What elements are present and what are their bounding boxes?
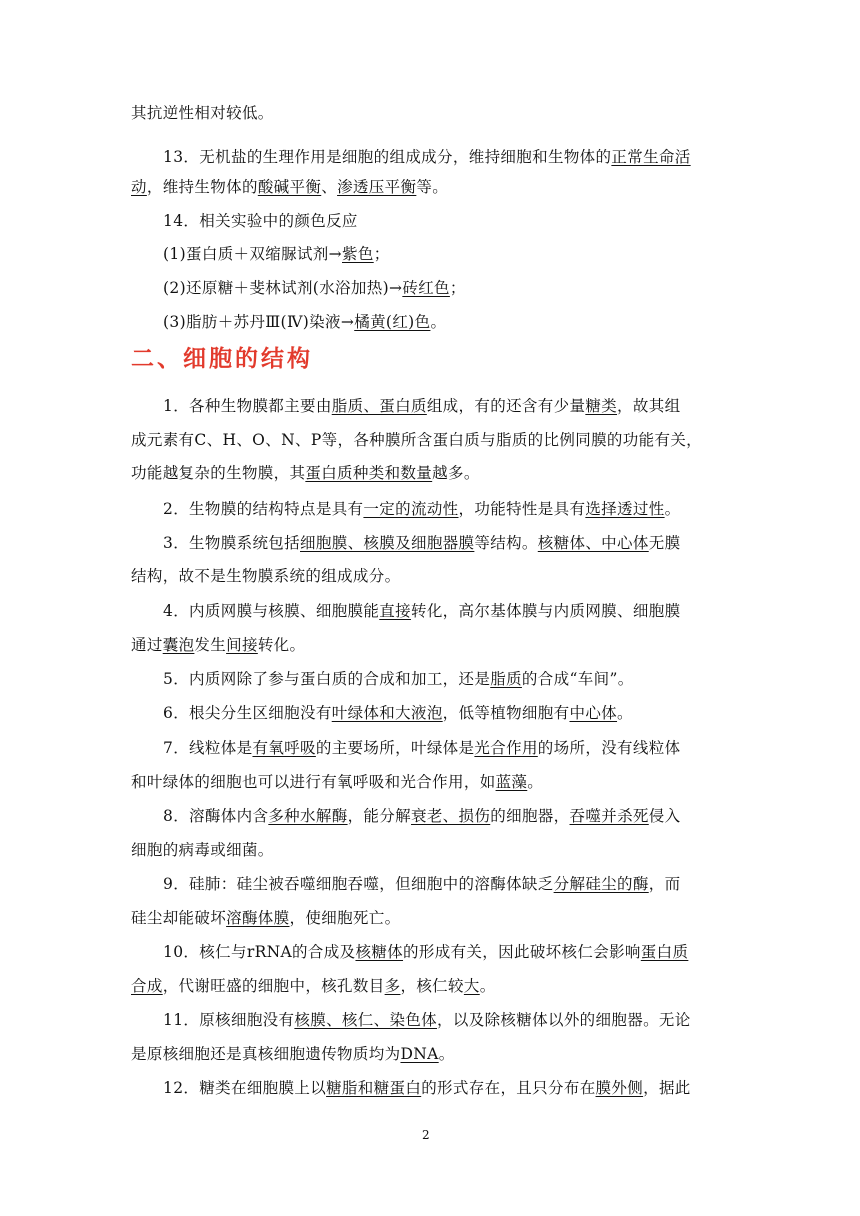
key-term: 大 — [463, 977, 480, 995]
key-term: 选择透过性 — [585, 500, 665, 518]
key-term: 直接 — [379, 602, 411, 620]
item-7-cont: 和叶绿体的细胞也可以进行有氧呼吸和光合作用，如蓝藻。 — [131, 773, 544, 791]
key-term: DNA — [400, 1045, 439, 1063]
key-term: 渗透压平衡 — [337, 178, 417, 196]
item-10-cont: 合成，代谢旺盛的细胞中，核孔数目多，核仁较大。 — [131, 977, 496, 995]
key-term: 核糖体、中心体 — [537, 534, 649, 552]
key-term: 分解硅尘的酶 — [553, 875, 649, 893]
item-11: 11．原核细胞没有核膜、核仁、染色体，以及除核糖体以外的细胞器。无论 — [163, 1011, 691, 1029]
item-4-cont: 通过囊泡发生间接转化。 — [131, 636, 306, 654]
item-14-3: (3)脂肪＋苏丹Ⅲ(Ⅳ)染液→橘黄(红)色。 — [163, 313, 447, 331]
item-1: 1．各种生物膜都主要由脂质、蛋白质组成，有的还含有少量糖类，故其组 — [163, 397, 681, 415]
key-term: 叶绿体和大液泡 — [331, 704, 443, 722]
item-13: 13．无机盐的生理作用是细胞的组成成分，维持细胞和生物体的正常生命活 — [163, 148, 691, 166]
key-term: 一定的流动性 — [363, 500, 459, 518]
item-1-cont: 成元素有C、H、O、N、P等，各种膜所含蛋白质与脂质的比例同膜的功能有关， — [131, 431, 703, 449]
key-term: 动 — [131, 178, 147, 196]
key-term: 间接 — [226, 636, 258, 654]
key-term: 脂质、蛋白质 — [331, 397, 427, 415]
item-14-1: (1)蛋白质＋双缩脲试剂→紫色； — [163, 245, 390, 263]
section-heading: 二、细胞的结构 — [131, 346, 313, 372]
key-term: 紫色 — [342, 245, 374, 263]
key-term: 糖脂和糖蛋白 — [326, 1079, 422, 1097]
item-9: 9．硅肺：硅尘被吞噬细胞吞噬，但细胞中的溶酶体缺乏分解硅尘的酶，而 — [163, 875, 681, 893]
key-term: 衰老、损伤 — [410, 807, 491, 825]
item-2: 2．生物膜的结构特点是具有一定的流动性，功能特性是具有选择透过性。 — [163, 500, 681, 518]
key-term: 溶酶体膜 — [226, 909, 290, 927]
key-term: 橘黄(红)色 — [354, 313, 431, 331]
key-term: 中心体 — [569, 704, 618, 722]
item-3: 3．生物膜系统包括细胞膜、核膜及细胞器膜等结构。核糖体、中心体无膜 — [163, 534, 681, 552]
item-5: 5．内质网除了参与蛋白质的合成和加工，还是脂质的合成“车间”。 — [163, 670, 634, 688]
item-1-cont: 功能越复杂的生物膜，其蛋白质种类和数量越多。 — [131, 464, 480, 482]
item-8: 8．溶酶体内含多种水解酶，能分解衰老、损伤的细胞器，吞噬并杀死侵入 — [163, 807, 681, 825]
key-term: 蛋白质种类和数量 — [305, 464, 433, 482]
key-term: 多 — [384, 977, 401, 995]
item-7: 7．线粒体是有氧呼吸的主要场所，叶绿体是光合作用的场所，没有线粒体 — [163, 739, 681, 757]
key-term: 糖类 — [585, 397, 618, 415]
key-term: 细胞膜、核膜及细胞器膜 — [300, 534, 475, 552]
item-3-cont: 结构，故不是生物膜系统的组成成分。 — [131, 567, 401, 585]
key-term: 多种水解酶 — [268, 807, 348, 825]
item-14-title: 14．相关实验中的颜色反应 — [163, 212, 358, 230]
key-term: 砖红色 — [402, 279, 450, 297]
key-term: 合成 — [131, 977, 163, 995]
page-number: 2 — [422, 1128, 430, 1142]
item-9-cont: 硅尘却能破坏溶酶体膜，使细胞死亡。 — [131, 909, 401, 927]
item-6: 6．根尖分生区细胞没有叶绿体和大液泡，低等植物细胞有中心体。 — [163, 704, 633, 722]
item-14-2: (2)还原糖＋斐林试剂(水浴加热)→砖红色； — [163, 279, 466, 297]
item-10: 10．核仁与rRNA的合成及核糖体的形成有关，因此破坏核仁会影响蛋白质 — [163, 943, 689, 961]
item-13-cont: 动，维持生物体的酸碱平衡、渗透压平衡等。 — [131, 178, 449, 196]
key-term: 膜外侧 — [595, 1079, 644, 1097]
item-8-cont: 细胞的病毒或细菌。 — [131, 841, 274, 859]
key-term: 光合作用 — [474, 739, 538, 757]
text-line: 其抗逆性相对较低。 — [131, 104, 274, 122]
key-term: 酸碱平衡 — [257, 178, 322, 196]
key-term: 核糖体 — [355, 943, 404, 961]
key-term: 正常生命活 — [611, 148, 691, 166]
item-4: 4．内质网膜与核膜、细胞膜能直接转化，高尔基体膜与内质网膜、细胞膜 — [163, 602, 681, 620]
item-11-cont: 是原核细胞还是真核细胞遗传物质均为DNA。 — [131, 1045, 455, 1063]
key-term: 囊泡 — [162, 636, 195, 654]
key-term: 有氧呼吸 — [252, 739, 316, 757]
item-12: 12．糖类在细胞膜上以糖脂和糖蛋白的形式存在，且只分布在膜外侧，据此 — [163, 1079, 691, 1097]
key-term: 蓝藻 — [495, 773, 528, 791]
key-term: 核膜、核仁、染色体 — [294, 1011, 438, 1029]
key-term: 吞噬并杀死 — [569, 807, 649, 825]
key-term: 蛋白质 — [640, 943, 689, 961]
key-term: 脂质 — [490, 670, 522, 688]
